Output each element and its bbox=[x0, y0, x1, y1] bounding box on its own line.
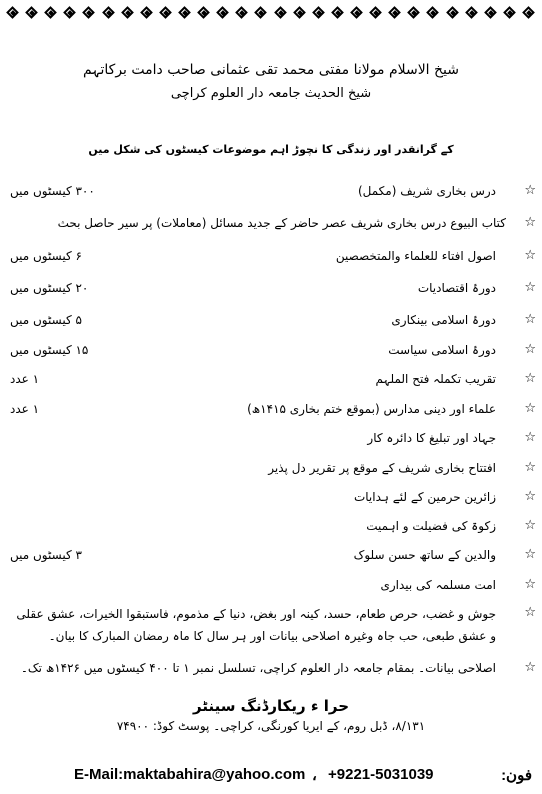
diamond-ornament-icon bbox=[63, 6, 77, 20]
diamond-ornament-icon bbox=[6, 6, 20, 20]
list-item bbox=[8, 213, 536, 235]
diamond-ornament-icon bbox=[82, 6, 96, 20]
list-item bbox=[8, 340, 536, 362]
diamond-ornament-icon bbox=[216, 6, 230, 20]
diamond-ornament-icon bbox=[293, 6, 307, 20]
diamond-ornament-icon bbox=[388, 6, 402, 20]
item-text: درس بخاری شریف (مکمل) bbox=[357, 184, 496, 198]
recording-center-name: حرا ء ریکارڈنگ سینٹر bbox=[193, 697, 349, 715]
star-icon: ☆ bbox=[524, 342, 536, 357]
star-icon: ☆ bbox=[524, 215, 536, 230]
diamond-ornament-icon bbox=[331, 6, 345, 20]
diamond-ornament-icon bbox=[235, 6, 249, 20]
item-text: والدین کے ساتھ حسن سلوک bbox=[353, 548, 496, 562]
diamond-ornament-icon bbox=[426, 6, 440, 20]
star-icon: ☆ bbox=[524, 518, 536, 533]
item-text: افتتاح بخاری شریف کے موقع پر تقریر دل پذیر bbox=[268, 461, 496, 475]
diamond-ornament-icon bbox=[465, 6, 479, 20]
diamond-ornament-icon bbox=[274, 6, 288, 20]
item-count: ۳۰۰ کیسٹوں میں bbox=[10, 184, 95, 198]
star-icon: ☆ bbox=[524, 660, 536, 675]
list-item bbox=[8, 246, 536, 268]
separator: ، bbox=[312, 767, 317, 784]
list-item bbox=[8, 516, 536, 538]
item-count: ۱ عدد bbox=[10, 402, 40, 416]
header-title: شیخ الاسلام مولانا مفتی محمد تقی عثمانی صاحب دامت برکاتہم bbox=[82, 62, 460, 78]
address: ۸/۱۳۱، ڈبل روم، کے ایریا کورنگی، کراچی۔ پوسٹ کوڈ: ۷۴۹۰۰ bbox=[116, 719, 426, 733]
diamond-ornament-icon bbox=[197, 6, 211, 20]
item-text: علماء اور دینی مدارس (بموقع ختم بخاری ۱۴۱۵ھ) bbox=[247, 402, 496, 416]
list-item bbox=[8, 458, 536, 480]
diamond-ornament-icon bbox=[102, 6, 116, 20]
item-count: ۲۰ کیسٹوں میں bbox=[10, 281, 89, 295]
item-text: اصلاحی بیانات۔ بمقام جامعہ دار العلوم کراچی، تسلسل نمبر ۱ تا ۴۰۰ کیسٹوں میں ۱۴۲۶ھ تک۔ bbox=[20, 661, 496, 675]
star-icon: ☆ bbox=[524, 312, 536, 327]
item-text: زکوۃ کی فضیلت و اہمیت bbox=[366, 519, 496, 533]
diamond-ornament-icon bbox=[369, 6, 383, 20]
star-icon: ☆ bbox=[524, 401, 536, 416]
item-count: ۱۵ کیسٹوں میں bbox=[10, 343, 89, 357]
list-item bbox=[8, 428, 536, 450]
header-tagline: کے گرانقدر اور زندگی کا نچوڑ اہم موضوعات کیسٹوں کی شکل میں bbox=[88, 143, 454, 156]
item-count: ۳ کیسٹوں میں bbox=[10, 548, 82, 562]
star-icon: ☆ bbox=[524, 371, 536, 386]
phone-number[interactable]: +9221-5031039 bbox=[328, 766, 434, 783]
contact-line bbox=[20, 766, 532, 788]
item-text: دورۂ اقتصادیات bbox=[417, 281, 496, 295]
diamond-ornament-icon bbox=[312, 6, 326, 20]
diamond-ornament-icon bbox=[121, 6, 135, 20]
item-text: جہاد اور تبلیغ کا دائرہ کار bbox=[367, 431, 496, 445]
diamond-ornament-icon bbox=[484, 6, 498, 20]
star-icon: ☆ bbox=[524, 280, 536, 295]
star-icon: ☆ bbox=[524, 489, 536, 504]
star-icon: ☆ bbox=[524, 460, 536, 475]
item-text: زائرین حرمین کے لئے ہدایات bbox=[353, 490, 496, 504]
item-count: ۵ کیسٹوں میں bbox=[10, 313, 82, 327]
diamond-ornament-icon bbox=[140, 6, 154, 20]
item-text: اصول افتاء للعلماء والمتخصصین bbox=[335, 249, 496, 263]
item-text: جوش و غضب، حرص طعام، حسد، کینہ اور بغض، دنیا کے مذموم، فاستبقوا الخیرات، عشق عقلی و عشق طبعی، حب جاہ وغیرہ اصلاحی بیانات اور ہر سال کا ماہ رمضان المبارک کا بیان۔ bbox=[16, 607, 496, 643]
diamond-ornament-icon bbox=[159, 6, 173, 20]
star-icon: ☆ bbox=[524, 183, 536, 198]
star-icon: ☆ bbox=[524, 547, 536, 562]
diamond-ornament-icon bbox=[44, 6, 58, 20]
item-text: تقریب تکملہ فتح الملہم bbox=[375, 372, 496, 386]
list-item bbox=[8, 575, 536, 597]
list-item bbox=[8, 399, 536, 421]
item-text: امت مسلمہ کی بیداری bbox=[380, 578, 496, 592]
diamond-ornament-icon bbox=[522, 6, 536, 20]
list-item bbox=[8, 603, 536, 651]
item-count: ۶ کیسٹوں میں bbox=[10, 249, 82, 263]
list-item bbox=[8, 369, 536, 391]
item-text: کتاب البیوع درس بخاری شریف عصر حاضر کے جدید مسائل (معاملات) پر سیر حاصل بحث bbox=[57, 216, 506, 230]
diamond-ornament-icon bbox=[254, 6, 268, 20]
list-item bbox=[8, 278, 536, 300]
header-subtitle: شیخ الحدیث جامعہ دار العلوم کراچی bbox=[170, 86, 372, 101]
star-icon: ☆ bbox=[524, 430, 536, 445]
item-text: دورۂ اسلامی بینکاری bbox=[391, 313, 496, 327]
diamond-ornament-icon bbox=[407, 6, 421, 20]
item-text: دورۂ اسلامی سیاست bbox=[388, 343, 496, 357]
list-item bbox=[8, 658, 536, 680]
list-item bbox=[8, 310, 536, 332]
star-icon: ☆ bbox=[524, 577, 536, 592]
list-item bbox=[8, 545, 536, 567]
phone-label: فون: bbox=[501, 767, 532, 784]
diamond-ornament-icon bbox=[503, 6, 517, 20]
item-count: ۱ عدد bbox=[10, 372, 40, 386]
diamond-ornament-icon bbox=[25, 6, 39, 20]
diamond-ornament-icon bbox=[446, 6, 460, 20]
list-item bbox=[8, 181, 536, 203]
top-ornament-border bbox=[6, 2, 536, 24]
email-link[interactable]: E-Mail:maktabahira@yahoo.com bbox=[74, 766, 306, 783]
star-icon: ☆ bbox=[524, 248, 536, 263]
diamond-ornament-icon bbox=[178, 6, 192, 20]
star-icon: ☆ bbox=[524, 605, 536, 620]
list-item bbox=[8, 487, 536, 509]
diamond-ornament-icon bbox=[350, 6, 364, 20]
